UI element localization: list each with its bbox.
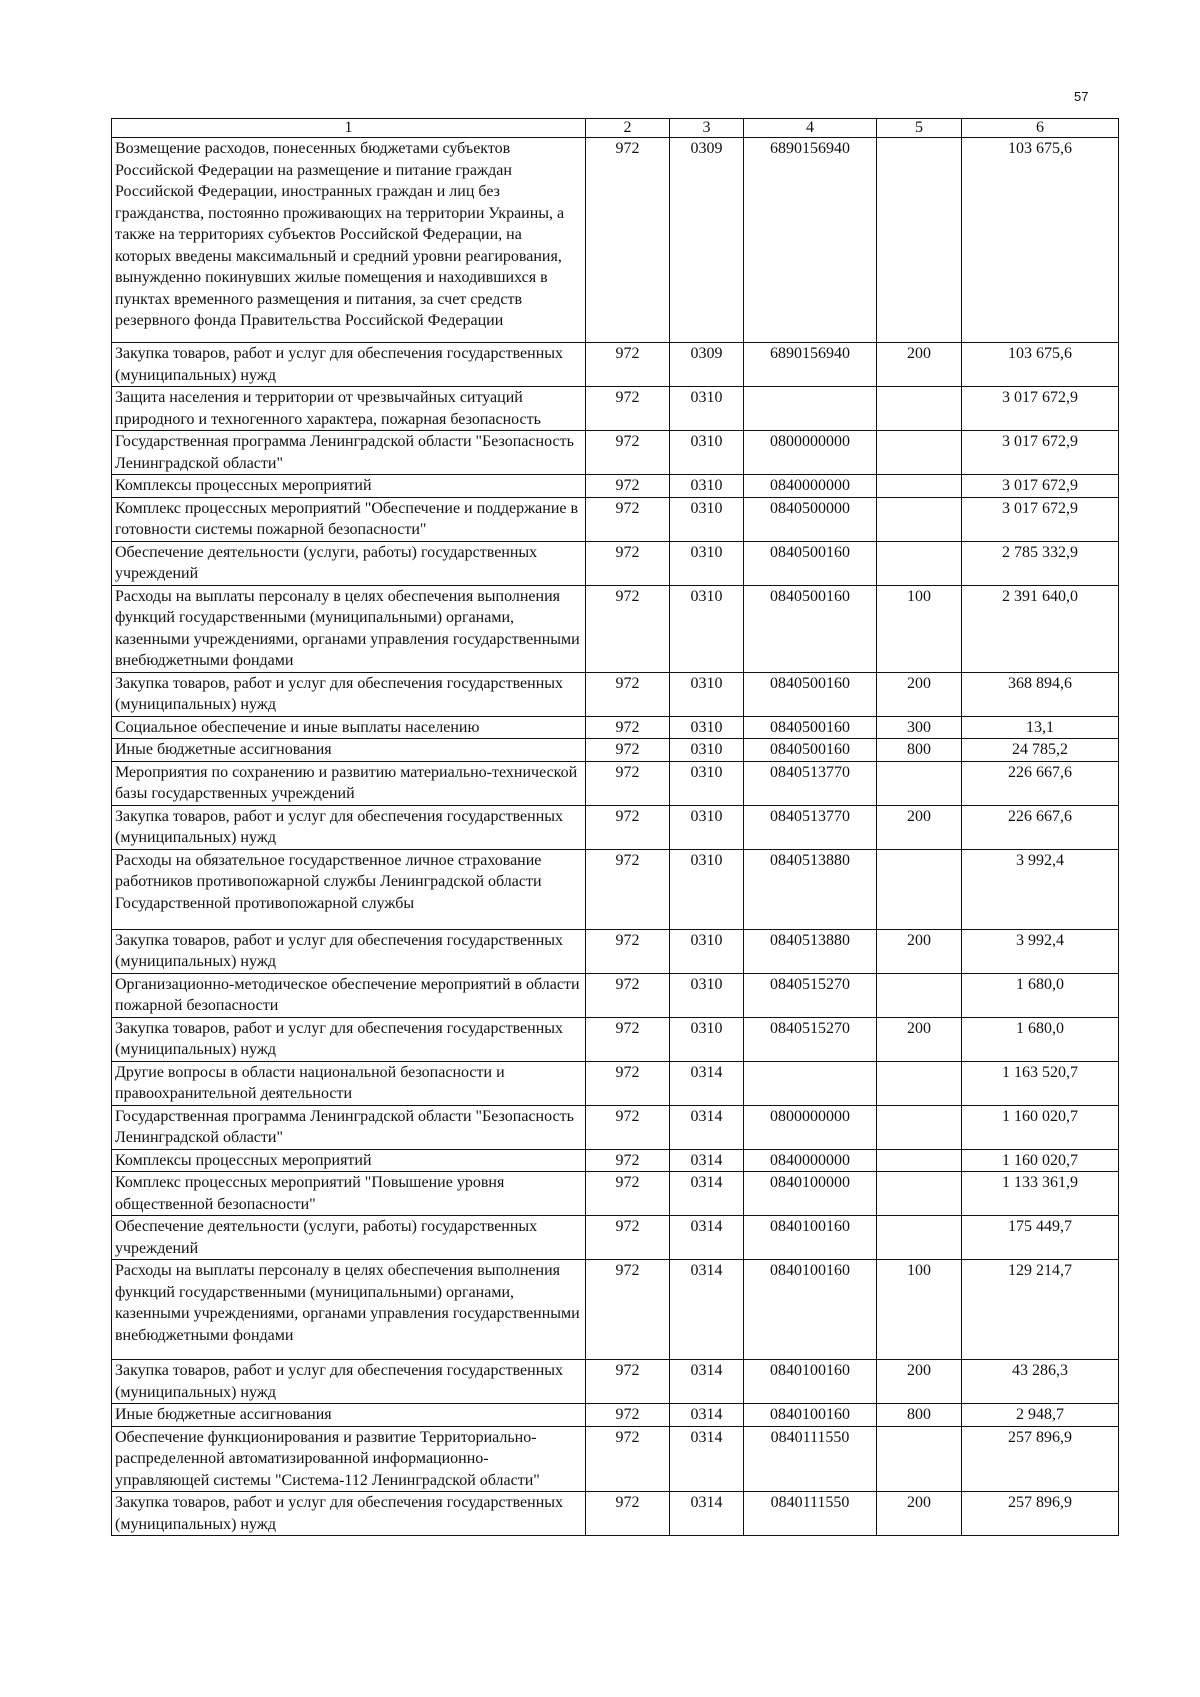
row-c4: 0840100160 [744,1216,877,1260]
row-c5 [877,1061,962,1105]
row-c3: 0310 [670,475,744,498]
row-c3: 0314 [670,1426,744,1492]
row-c4: 0840513770 [744,761,877,805]
table-row [112,739,1119,762]
row-c2: 972 [586,716,670,739]
row-c5 [877,1426,962,1492]
row-c2: 972 [586,431,670,475]
row-c4: 0840500000 [744,497,877,541]
table-row [112,138,1119,343]
row-c3: 0310 [670,973,744,1017]
row-c5: 200 [877,1017,962,1061]
row-c5 [877,849,962,929]
row-c4: 0840515270 [744,1017,877,1061]
row-c3: 0310 [670,431,744,475]
row-c2: 972 [586,497,670,541]
row-description: Комплексы процессных мероприятий [112,475,586,498]
table-row [112,431,1119,475]
row-c4: 0840513880 [744,849,877,929]
row-c2: 972 [586,585,670,672]
row-c5 [877,138,962,343]
row-c3: 0314 [670,1404,744,1427]
header-row [112,119,1119,138]
row-c2: 972 [586,1216,670,1260]
row-c2: 972 [586,138,670,343]
row-c3: 0310 [670,387,744,431]
table-row [112,1492,1119,1536]
row-c4: 0840500160 [744,739,877,762]
row-c2: 972 [586,1061,670,1105]
row-c3: 0310 [670,929,744,973]
column-header-3: 3 [670,119,744,138]
row-c4: 0840100160 [744,1260,877,1360]
row-c2: 972 [586,1404,670,1427]
row-c4: 0840500160 [744,672,877,716]
row-c4: 6890156940 [744,138,877,343]
row-description: Закупка товаров, работ и услуг для обеспечения государственных (муниципальных) нужд [112,805,586,849]
row-c6: 257 896,9 [962,1492,1119,1536]
row-c5: 200 [877,929,962,973]
row-c4 [744,387,877,431]
table-row [112,973,1119,1017]
row-c6: 103 675,6 [962,343,1119,387]
row-c5 [877,761,962,805]
table-row [112,805,1119,849]
row-c2: 972 [586,1017,670,1061]
row-description: Мероприятия по сохранению и развитию материально-технической базы государственных учреждений [112,761,586,805]
row-c3: 0310 [670,541,744,585]
row-c3: 0310 [670,739,744,762]
row-c6: 43 286,3 [962,1360,1119,1404]
budget-table [111,118,1119,1536]
row-description: Расходы на выплаты персоналу в целях обеспечения выполнения функций государственными (муниципальными) органами, казенными учреждениями, органами управления государственными внебюджетными фондами [112,585,586,672]
row-c6: 2 785 332,9 [962,541,1119,585]
row-c6: 368 894,6 [962,672,1119,716]
row-c2: 972 [586,387,670,431]
row-c2: 972 [586,973,670,1017]
row-c6: 226 667,6 [962,805,1119,849]
row-c3: 0310 [670,497,744,541]
row-description: Возмещение расходов, понесенных бюджетами субъектов Российской Федерации на размещение и питание граждан Российской Федерации, иностранных граждан и лиц без гражданства, постоянно проживающих на территории Украины, а также на территориях субъектов Российской Федерации, на которых введены максимальный и средний уровни реагирования, вынужденно покинувших жилые помещения и находившихся в пунктах временного размещения и питания, за счет средств резервного фонда Правительства Российской Федерации [112,138,586,343]
column-header-6: 6 [962,119,1119,138]
row-c5: 800 [877,739,962,762]
row-description: Закупка товаров, работ и услуг для обеспечения государственных (муниципальных) нужд [112,1360,586,1404]
row-c4: 0840500160 [744,541,877,585]
row-c2: 972 [586,1172,670,1216]
table-row [112,497,1119,541]
row-c2: 972 [586,1105,670,1149]
column-header-5: 5 [877,119,962,138]
row-c3: 0309 [670,138,744,343]
row-c5: 100 [877,1260,962,1360]
row-description: Закупка товаров, работ и услуг для обеспечения государственных (муниципальных) нужд [112,672,586,716]
row-c6: 13,1 [962,716,1119,739]
table-row [112,585,1119,672]
table-row [112,929,1119,973]
row-c5: 200 [877,1492,962,1536]
row-c2: 972 [586,929,670,973]
row-c4: 0840100160 [744,1404,877,1427]
table-body [112,138,1119,1536]
table-row [112,541,1119,585]
row-c3: 0314 [670,1105,744,1149]
row-description: Защита населения и территории от чрезвычайных ситуаций природного и техногенного характера, пожарная безопасность [112,387,586,431]
row-c2: 972 [586,1260,670,1360]
row-c4: 0840111550 [744,1492,877,1536]
row-c3: 0314 [670,1061,744,1105]
row-c2: 972 [586,541,670,585]
row-description: Расходы на обязательное государственное личное страхование работников противопожарной службы Ленинградской области Государственной противопожарной службы [112,849,586,929]
row-c4: 0800000000 [744,1105,877,1149]
table-row [112,1360,1119,1404]
row-c5 [877,497,962,541]
row-description: Комплекс процессных мероприятий "Обеспечение и поддержание в готовности системы пожарной безопасности" [112,497,586,541]
row-c3: 0309 [670,343,744,387]
table-row [112,716,1119,739]
row-c3: 0310 [670,761,744,805]
row-description: Комплекс процессных мероприятий "Повышение уровня общественной безопасности" [112,1172,586,1216]
row-description: Обеспечение деятельности (услуги, работы) государственных учреждений [112,541,586,585]
row-c4: 0840100000 [744,1172,877,1216]
row-c6: 2 948,7 [962,1404,1119,1427]
row-c3: 0310 [670,585,744,672]
row-description: Закупка товаров, работ и услуг для обеспечения государственных (муниципальных) нужд [112,343,586,387]
row-description: Социальное обеспечение и иные выплаты населению [112,716,586,739]
row-c6: 2 391 640,0 [962,585,1119,672]
row-c6: 24 785,2 [962,739,1119,762]
table-row [112,387,1119,431]
table-row [112,1426,1119,1492]
row-c5 [877,1149,962,1172]
row-description: Обеспечение функционирования и развитие Территориально-распределенной автоматизированной информационно-управляющей системы "Система-112 Ленинградской области" [112,1426,586,1492]
table-row [112,1149,1119,1172]
row-c6: 1 163 520,7 [962,1061,1119,1105]
table-row [112,1172,1119,1216]
table-row [112,1105,1119,1149]
row-c3: 0314 [670,1172,744,1216]
row-description: Закупка товаров, работ и услуг для обеспечения государственных (муниципальных) нужд [112,1017,586,1061]
row-c4: 0840513880 [744,929,877,973]
row-c2: 972 [586,343,670,387]
row-c6: 1 160 020,7 [962,1149,1119,1172]
row-c5 [877,431,962,475]
row-c6: 175 449,7 [962,1216,1119,1260]
row-c3: 0310 [670,805,744,849]
row-c5: 200 [877,343,962,387]
table-row [112,475,1119,498]
row-c5: 100 [877,585,962,672]
row-c5: 200 [877,1360,962,1404]
row-c4: 0840500160 [744,716,877,739]
table-row [112,1404,1119,1427]
row-description: Иные бюджетные ассигнования [112,739,586,762]
row-c2: 972 [586,1149,670,1172]
column-header-1: 1 [112,119,586,138]
table-row [112,1260,1119,1360]
row-c6: 103 675,6 [962,138,1119,343]
table-row [112,849,1119,929]
row-description: Другие вопросы в области национальной безопасности и правоохранительной деятельности [112,1061,586,1105]
row-description: Иные бюджетные ассигнования [112,1404,586,1427]
table-row [112,343,1119,387]
row-c5 [877,1105,962,1149]
row-c6: 129 214,7 [962,1260,1119,1360]
row-c4: 0840513770 [744,805,877,849]
row-description: Расходы на выплаты персоналу в целях обеспечения выполнения функций государственными (муниципальными) органами, казенными учреждениями, органами управления государственными внебюджетными фондами [112,1260,586,1360]
row-c5 [877,541,962,585]
row-description: Комплексы процессных мероприятий [112,1149,586,1172]
row-c3: 0314 [670,1260,744,1360]
row-c3: 0310 [670,672,744,716]
row-c6: 1 160 020,7 [962,1105,1119,1149]
table-row [112,761,1119,805]
row-c2: 972 [586,1492,670,1536]
row-c5 [877,1172,962,1216]
row-c2: 972 [586,1426,670,1492]
row-c6: 3 017 672,9 [962,497,1119,541]
row-c4: 0840515270 [744,973,877,1017]
table-row [112,1017,1119,1061]
row-c6: 3 992,4 [962,929,1119,973]
row-c2: 972 [586,739,670,762]
row-c5 [877,1216,962,1260]
row-c5: 800 [877,1404,962,1427]
row-c5: 300 [877,716,962,739]
row-c4: 0840500160 [744,585,877,672]
row-c6: 1 133 361,9 [962,1172,1119,1216]
row-c2: 972 [586,672,670,716]
row-c4: 6890156940 [744,343,877,387]
row-description: Государственная программа Ленинградской области "Безопасность Ленинградской области" [112,1105,586,1149]
table-row [112,672,1119,716]
row-c5 [877,475,962,498]
row-c2: 972 [586,1360,670,1404]
table-row [112,1061,1119,1105]
page-number: 57 [1074,89,1089,104]
row-c4: 0800000000 [744,431,877,475]
row-c5 [877,387,962,431]
row-c5: 200 [877,805,962,849]
column-header-2: 2 [586,119,670,138]
row-c5: 200 [877,672,962,716]
row-description: Закупка товаров, работ и услуг для обеспечения государственных (муниципальных) нужд [112,929,586,973]
row-c4: 0840000000 [744,475,877,498]
row-c6: 226 667,6 [962,761,1119,805]
column-header-4: 4 [744,119,877,138]
row-c5 [877,973,962,1017]
row-c6: 3 992,4 [962,849,1119,929]
row-c4: 0840111550 [744,1426,877,1492]
row-c3: 0314 [670,1492,744,1536]
row-c2: 972 [586,475,670,498]
row-c2: 972 [586,761,670,805]
row-c6: 1 680,0 [962,1017,1119,1061]
row-c4: 0840100160 [744,1360,877,1404]
row-c3: 0310 [670,716,744,739]
row-description: Закупка товаров, работ и услуг для обеспечения государственных (муниципальных) нужд [112,1492,586,1536]
row-c2: 972 [586,849,670,929]
row-c3: 0314 [670,1360,744,1404]
row-c3: 0310 [670,1017,744,1061]
row-c3: 0314 [670,1216,744,1260]
row-c6: 257 896,9 [962,1426,1119,1492]
row-description: Организационно-методическое обеспечение мероприятий в области пожарной безопасности [112,973,586,1017]
row-description: Обеспечение деятельности (услуги, работы) государственных учреждений [112,1216,586,1260]
row-c6: 1 680,0 [962,973,1119,1017]
row-c6: 3 017 672,9 [962,431,1119,475]
table-row [112,1216,1119,1260]
row-c3: 0310 [670,849,744,929]
row-c4 [744,1061,877,1105]
row-c6: 3 017 672,9 [962,475,1119,498]
row-description: Государственная программа Ленинградской области "Безопасность Ленинградской области" [112,431,586,475]
row-c2: 972 [586,805,670,849]
row-c3: 0314 [670,1149,744,1172]
row-c6: 3 017 672,9 [962,387,1119,431]
row-c4: 0840000000 [744,1149,877,1172]
